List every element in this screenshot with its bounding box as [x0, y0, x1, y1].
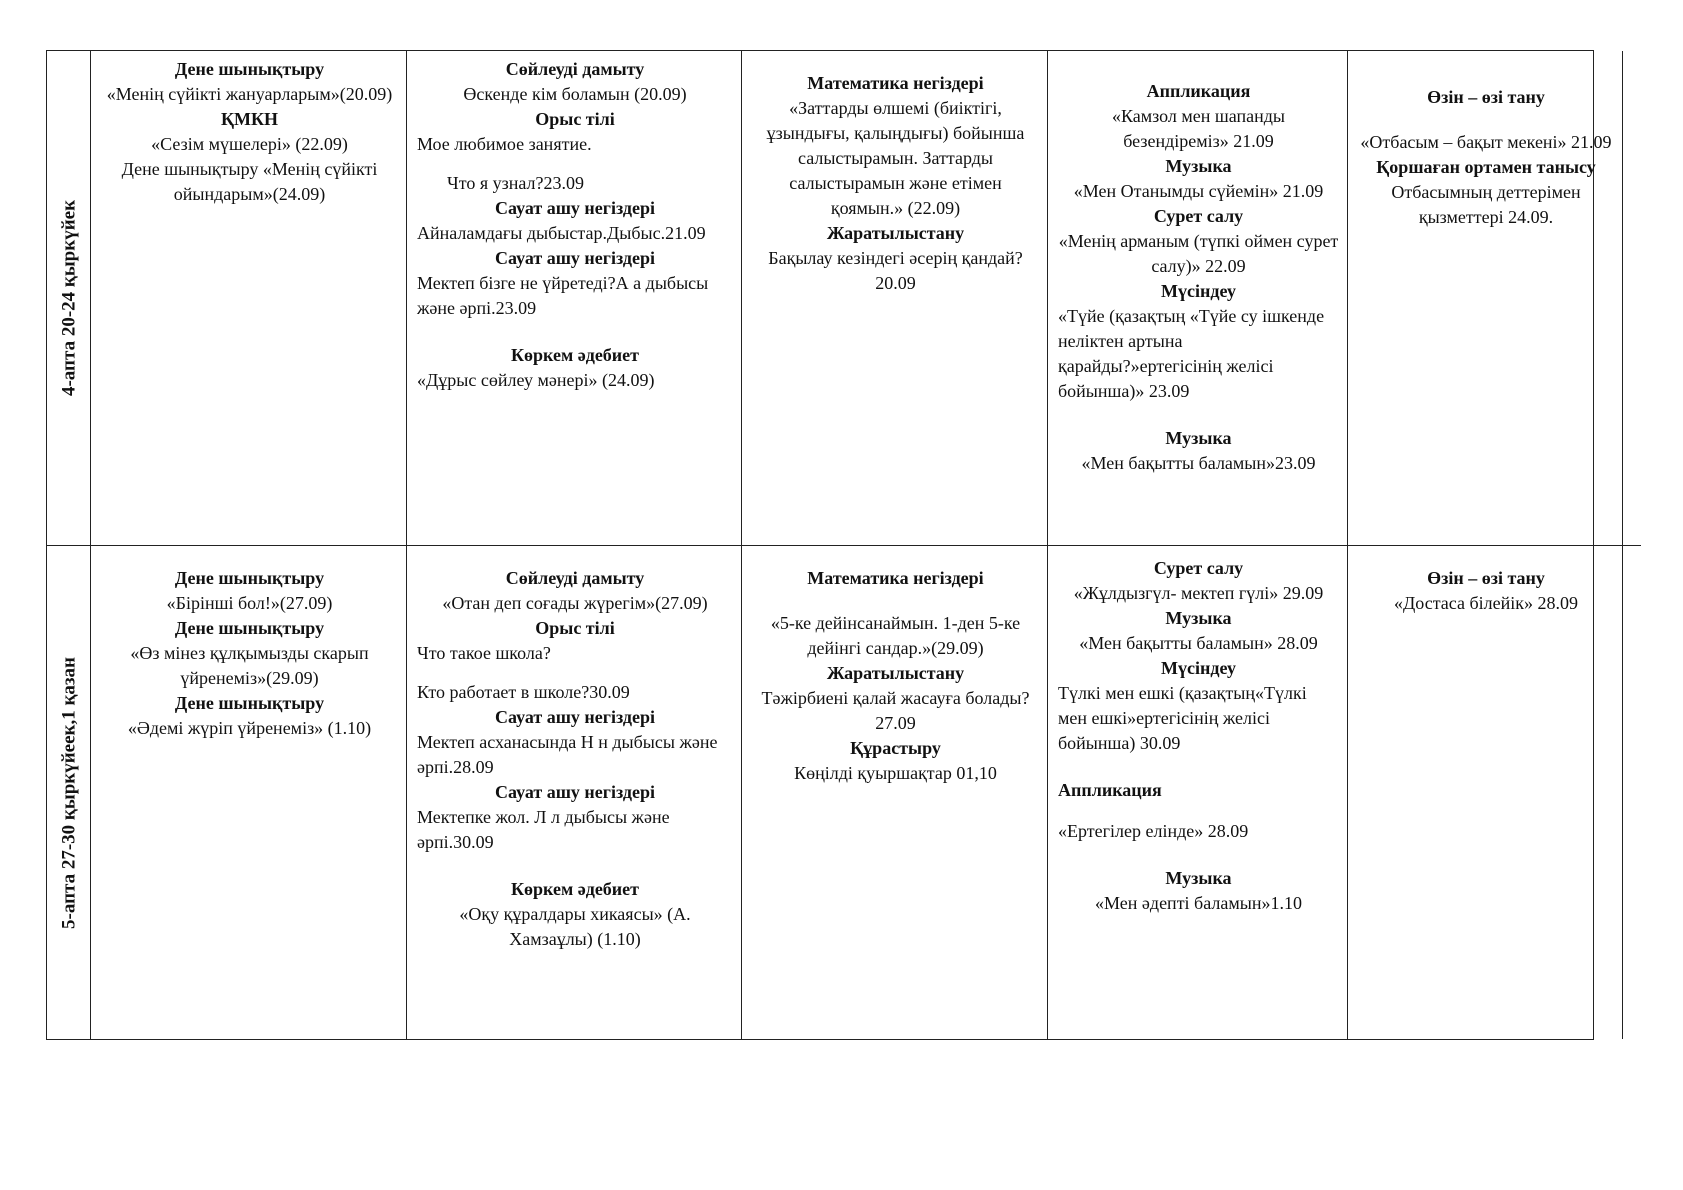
subject-title: Дене шынықтыру: [174, 568, 325, 588]
lesson-topic: «Ертегілер елінде» 28.09: [1058, 821, 1249, 841]
lesson-topic: Кто работает в школе?30.09: [417, 682, 630, 702]
lesson-topic: Мектепке жол. Л л дыбысы және әрпі.30.09: [417, 807, 670, 852]
subject-title: Көркем әдебиет: [510, 879, 640, 899]
lesson-topic: Мектеп асханасында Н н дыбысы және әрпі.28.09: [417, 732, 718, 777]
lesson-cell: [1048, 51, 1348, 546]
lesson-topic: Дене шынықтыру «Менің сүйікті ойындарым»(24.09): [121, 159, 378, 204]
lesson-topic: «Отбасым – бақыт мекені» 21.09: [1360, 132, 1612, 152]
lesson-cell: [1348, 546, 1623, 1039]
lesson-cell: [1048, 546, 1348, 1039]
lesson-topic: «Достаса білейік» 28.09: [1394, 593, 1578, 613]
empty-cell: [1623, 51, 1641, 546]
lesson-topic: «Менің сүйікті жануарларым»(20.09): [106, 84, 393, 104]
subject-title: Аппликация: [1146, 81, 1251, 101]
lesson-topic: «Әдемі жүріп үйренеміз» (1.10): [127, 718, 372, 738]
lesson-topic: «Мен Отанымды сүйемін» 21.09: [1073, 181, 1324, 201]
lesson-cell: [407, 546, 742, 1039]
lesson-topic: Тәжірбиені қалай жасауға болады? 27.09: [761, 688, 1030, 733]
subject-title: Көркем әдебиет: [510, 345, 640, 365]
lesson-topic: Мое любимое занятие.: [417, 134, 592, 154]
lesson-topic: «Өз мінез құлқымызды скарып үйренеміз»(29.09): [130, 643, 369, 688]
week-label: 5-апта 27-30 қыркүйеек,1 қазан: [58, 656, 79, 929]
lesson-topic: «Дұрыс сөйлеу мәнері» (24.09): [417, 370, 655, 390]
subject-title: Жаратылыстану: [826, 223, 965, 243]
subject-title: Сауат ашу негіздері: [495, 248, 655, 268]
subject-title: Сөйлеуді дамыту: [505, 568, 645, 588]
lesson-topic: Көңілді қуыршақтар 01,10: [794, 763, 997, 783]
lesson-cell: [742, 51, 1048, 546]
lesson-cell: [91, 51, 407, 546]
lesson-topic: «5-ке дейінсанаймын. 1-ден 5-ке дейінгі сандар.»(29.09): [770, 613, 1021, 658]
subject-title: Мүсіндеу: [1161, 658, 1236, 678]
subject-title: Дене шынықтыру: [174, 693, 325, 713]
lesson-cell: [1348, 51, 1623, 546]
lesson-topic: «Сезім мүшелері» (22.09): [151, 134, 348, 154]
subject-title: Сауат ашу негіздері: [495, 782, 655, 802]
lesson-topic: «Менің арманым (түпкі оймен сурет салу)» 22.09: [1058, 231, 1339, 276]
lesson-topic: Отбасымның деттерімен қызметтері 24.09.: [1391, 182, 1581, 227]
lesson-topic: Айналамдағы дыбыстар.Дыбыс.21.09: [417, 223, 706, 243]
lesson-topic: «Камзол мен шапанды безендіреміз» 21.09: [1111, 106, 1286, 151]
lesson-topic: «Мен бақытты баламын» 28.09: [1079, 633, 1318, 653]
lesson-topic: «Оқу құралдары хикаясы» (А. Хамзаұлы) (1.10): [459, 904, 691, 949]
lesson-topic: «Мен бақытты баламын»23.09: [1081, 453, 1316, 473]
subject-title: Дене шынықтыру: [174, 618, 325, 638]
subject-title: Орыс тілі: [535, 109, 615, 129]
lesson-cell: [91, 546, 407, 1039]
subject-title: Сөйлеуді дамыту: [505, 59, 645, 79]
subject-title: Мүсіндеу: [1161, 281, 1236, 301]
lesson-topic: «Жұлдызгүл- мектеп гүлі» 29.09: [1073, 583, 1324, 603]
lesson-topic: Что я узнал?23.09: [447, 173, 584, 193]
week-label: 4-апта 20-24 қыркүйек: [58, 199, 79, 397]
lesson-topic: «Түйе (қазақтың «Түйе су ішкенде неліктен артына қарайды?»ертегісінің желісі бойынша)» 23.09: [1058, 306, 1325, 401]
subject-title: Өзін – өзі тану: [1427, 568, 1545, 588]
subject-title: Музыка: [1165, 428, 1232, 448]
lesson-topic: Бақылау кезіндегі әсерің қандай? 20.09: [768, 248, 1023, 293]
subject-title: Музыка: [1165, 608, 1232, 628]
lesson-cell: [742, 546, 1048, 1039]
subject-title: ҚМКН: [220, 109, 279, 129]
lesson-topic: Түлкі мен ешкі (қазақтың«Түлкі мен ешкі»ертегісінің желісі бойынша) 30.09: [1058, 683, 1307, 753]
subject-title: Орыс тілі: [535, 618, 615, 638]
subject-title: Аппликация: [1058, 780, 1162, 800]
lesson-topic: «Мен әдепті баламын»1.10: [1095, 893, 1302, 913]
subject-title: Жаратылыстану: [826, 663, 965, 683]
subject-title: Сурет салу: [1153, 558, 1244, 578]
week-label-cell: [47, 51, 91, 546]
subject-title: Музыка: [1165, 868, 1232, 888]
subject-title: Құрастыру: [850, 738, 941, 758]
subject-title: Музыка: [1165, 156, 1232, 176]
empty-cell: [1623, 546, 1641, 1039]
lesson-topic: Мектеп бізге не үйретеді?А а дыбысы және әрпі.23.09: [417, 273, 709, 318]
subject-title: Дене шынықтыру: [174, 59, 325, 79]
subject-title: Математика негіздері: [807, 73, 984, 93]
subject-title: Математика негіздері: [807, 568, 984, 588]
lesson-topic: «Бірінші бол!»(27.09): [166, 593, 333, 613]
lesson-topic: «Заттарды өлшемі (биіктігі, ұзындығы, қалыңдығы) бойынша салыстырамын. Заттарды салыстырамын және етімен қоямын.» (22.09): [766, 98, 1025, 218]
schedule-table: [46, 50, 1612, 1040]
lesson-topic: Что такое школа?: [417, 643, 551, 663]
week-label-cell: [47, 546, 91, 1039]
lesson-topic: Өскенде кім боламын (20.09): [463, 84, 687, 104]
subject-title: Сурет салу: [1153, 206, 1244, 226]
lesson-topic: «Отан деп соғады жүрегім»(27.09): [442, 593, 708, 613]
subject-title: Қоршаған ортамен танысу: [1376, 157, 1596, 177]
subject-title: Сауат ашу негіздері: [495, 707, 655, 727]
lesson-cell: [407, 51, 742, 546]
subject-title: Өзін – өзі тану: [1427, 87, 1545, 107]
subject-title: Сауат ашу негіздері: [495, 198, 655, 218]
